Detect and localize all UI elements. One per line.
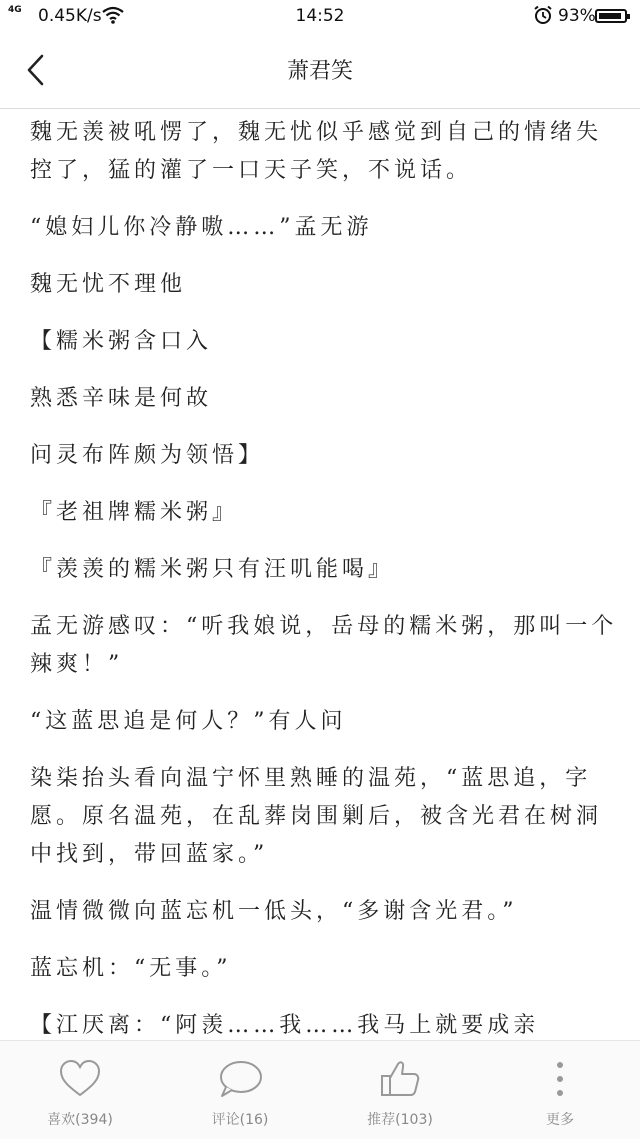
battery-level — [599, 13, 621, 19]
network-speed: 0.45K/s — [38, 6, 102, 26]
comment-label: 评论(16) — [211, 1112, 269, 1128]
like-label: 喜欢(394) — [47, 1112, 113, 1128]
paragraph: 【糯米粥含口入 — [30, 329, 213, 354]
recommend-button[interactable] — [320, 1041, 480, 1139]
alarm-icon — [533, 5, 553, 30]
title-bar — [0, 32, 640, 109]
paragraph: 孟无游感叹：“听我娘说，岳母的糯米粥，那叫一个辣爽！” — [30, 614, 618, 677]
paragraph: 熟悉辛味是何故 — [30, 386, 213, 411]
page-title: 萧君笑 — [286, 59, 353, 84]
signal-indicator: 4G — [8, 5, 22, 15]
paragraph: 『老祖牌糯米粥』 — [30, 500, 239, 525]
paragraph: “媳妇儿你冷静嗷……”孟无游 — [30, 215, 373, 240]
thumbs-up-icon — [379, 1059, 421, 1099]
comment-bubble-icon — [217, 1059, 263, 1099]
battery-icon — [595, 9, 627, 23]
paragraph: 魏无羡被吼愣了，魏无忧似乎感觉到自己的情绪失控了，猛的灌了一口天子笑，不说话。 — [30, 120, 603, 183]
paragraph: 染柒抬头看向温宁怀里熟睡的温苑，“蓝思追，字愿。原名温苑，在乱葬岗围剿后，被含光君在树洞中找到，带回蓝家。” — [30, 766, 603, 867]
bottom-action-bar — [0, 1040, 640, 1139]
more-button[interactable] — [480, 1041, 640, 1139]
battery-percent: 93% — [558, 6, 596, 26]
article-body[interactable] — [30, 110, 620, 1040]
recommend-label: 推荐(103) — [367, 1112, 433, 1128]
paragraph: 问灵布阵颇为领悟】 — [30, 443, 265, 468]
clock: 14:52 — [295, 6, 345, 26]
comment-button[interactable] — [160, 1041, 320, 1139]
more-label: 更多 — [546, 1112, 574, 1128]
paragraph: 魏无忧不理他 — [30, 272, 187, 297]
status-bar — [0, 0, 640, 32]
heart-icon — [58, 1059, 102, 1099]
paragraph: 『羡羡的糯米粥只有汪叽能喝』 — [30, 557, 395, 582]
paragraph: 蓝忘机：“无事。” — [30, 956, 232, 981]
paragraph: “这蓝思追是何人？”有人问 — [30, 709, 347, 734]
more-vertical-icon — [554, 1059, 566, 1099]
paragraph: 温情微微向蓝忘机一低头，“多谢含光君。” — [30, 899, 518, 924]
paragraph: 【江厌离：“阿羡……我……我马上就要成亲 — [30, 1013, 540, 1038]
like-button[interactable] — [0, 1041, 160, 1139]
